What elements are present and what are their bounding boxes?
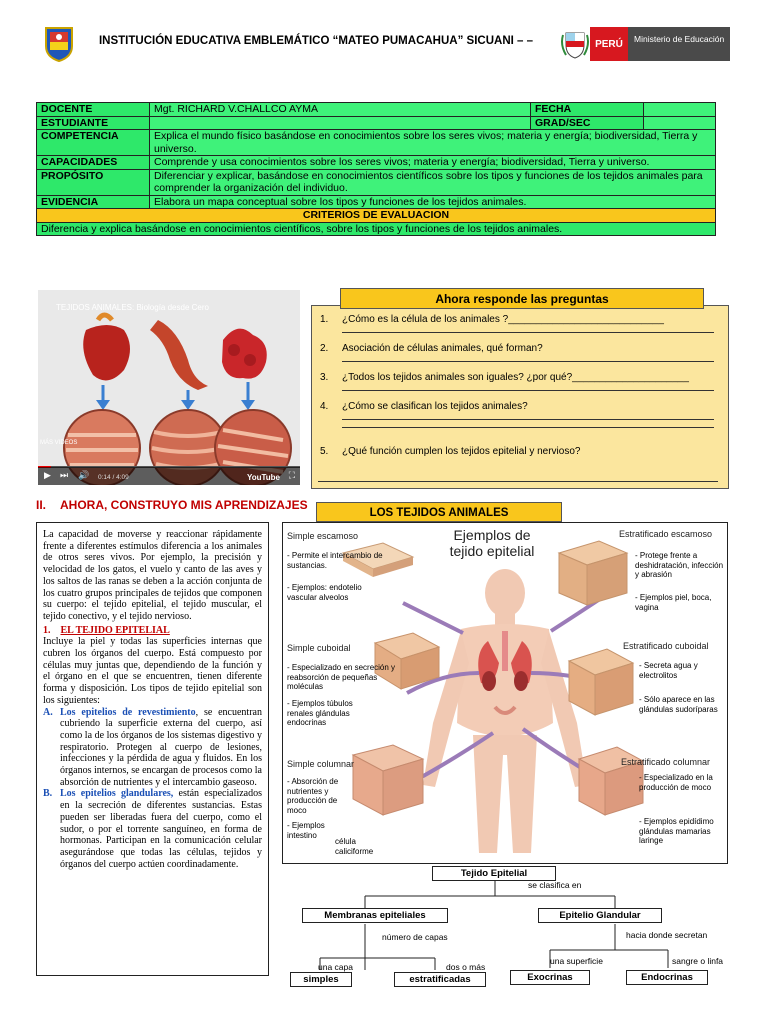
- simple-cuboidal-label: Simple cuboidal: [287, 643, 351, 653]
- answer-line[interactable]: [342, 383, 714, 391]
- answer-line[interactable]: [318, 481, 718, 482]
- node-simples: simples: [290, 972, 352, 987]
- proposito-label: PROPÓSITO: [37, 169, 150, 195]
- revestimiento-body: , se encuentran cubriendo la superficie externa del cuerpo, así como la de los órganos de los sistemas digestivo y respiratorio. Protegen al cuerpo de lesiones, infecciones y la pérdida de agua y fluidos. En los órganos internos, se encargan de procesos como la absorción de nutrientes y el intercambio gaseoso.: [60, 706, 262, 788]
- estratificado-cuboidal-label: Estratificado cuboidal: [623, 641, 709, 651]
- node-estratificadas: estratificadas: [394, 972, 486, 987]
- simple-escamoso-label: Simple escamoso: [287, 531, 359, 541]
- revestimiento-heading: Los epitelios de revestimiento: [60, 706, 196, 718]
- docente-label: DOCENTE: [37, 103, 150, 117]
- glandulares-heading: Los epitelios glandulares,: [60, 788, 174, 800]
- questions-box: [311, 305, 729, 489]
- docente-value: Mgt. RICHARD V.CHALLCO AYMA: [150, 103, 531, 117]
- peru-label: PERÚ: [590, 27, 628, 61]
- header-title: INSTITUCIÓN EDUCATIVA EMBLEMÁTICO “MATEO PUMACAHUA” SICUANI – –: [98, 35, 534, 47]
- proposito-value: Diferenciar y explicar, basándose en conocimientos científicos sobre los tipos y funciones de los tejidos animales para comprender la organización del individuo.: [150, 169, 716, 195]
- play-icon[interactable]: ▶: [44, 470, 51, 480]
- epitelial-paragraph: Incluye la piel y todas las superficies internas que cubren los órganos del cuerpo. Está compuesto por células muy juntas que, dependiendo de la función y el órgano en el que se encuentren, tienen diferente forma y disposición. Los tipos de tejido epitelial son los siguientes:: [43, 636, 262, 706]
- ministry-label: Ministerio de Educación: [628, 27, 730, 61]
- volume-icon[interactable]: 🔊: [78, 470, 90, 480]
- questions-banner: Ahora responde las preguntas: [340, 288, 704, 309]
- school-logo: [44, 26, 74, 62]
- video-time: 0:14 / 4:09: [98, 474, 129, 481]
- info-table: [36, 102, 716, 236]
- concept-map: Tejido Epitelial se clasifica en Membranas epiteliales Epitelio Glandular número de capas hacia donde secretan una capa dos o más una superficie sangre o linfa simples estratificadas Exocrinas Endocrinas: [290, 862, 746, 992]
- competencia-value: Explica el mundo físico basándose en conocimientos sobre los seres vivos; materia y energía; biodiversidad, Tierra y universo.: [150, 130, 716, 156]
- epithelial-figure: Ejemplos de tejido epitelial Simple escamoso - Permite el intercambio de sustancias. - Ejemplos: endotelio vascular alveolos Simple cuboidal - Especializado en secreción y reabsorción de pequeñas moléculas - Ejemplos túbulos renales glándulas endocrinas Simple columnar - Absorción de nutrientes y producción de moco - Ejemplos intestino célula caliciforme Estratificado escamoso - Protege frente a deshidratación, infección y abrasión - Ejemplos piel, boca, vagina Estratificado cuboidal - Secreta agua y electrolitos - Sólo aparece en las glándulas sudoríparas Estratificado columnar - Especializado en la producción de moco - Ejemplos epidídimo glándulas mamarias laringe: [282, 522, 728, 864]
- estratificado-columnar-label: Estratificado columnar: [621, 757, 711, 767]
- capacidades-value: Comprende y usa conocimientos sobre los seres vivos; materia y energía; biodiversidad, Tierra y universo.: [150, 156, 716, 170]
- answer-line[interactable]: [342, 325, 714, 333]
- glandulares-body: están especializados en la secreción de diferentes sustancias. Estas pueden ser liberadas fuera del cuerpo, como el sudor, o por el torrente sanguíneo, en forma de hormonas. Participan en la comunicación celular asegurándose que todas las células, tejidos y órganos del cuerpo actúen coordinadamente.: [60, 788, 262, 870]
- gradsec-label: GRAD/SEC: [531, 116, 644, 130]
- next-icon[interactable]: ⏭: [60, 470, 69, 480]
- evidencia-value: Elabora un mapa conceptual sobre los tipos y funciones de los tejidos animales.: [150, 195, 716, 209]
- question-text: ¿Todos los tejidos animales son iguales? ¿por qué?_____________________: [342, 372, 689, 383]
- estudiante-label: ESTUDIANTE: [37, 116, 150, 130]
- section-heading: II. AHORA, CONSTRUYO MIS APRENDIZAJES: [36, 498, 308, 512]
- question-item: 2. Asociación de células animales, qué forman?: [320, 343, 720, 372]
- answer-line[interactable]: [342, 420, 714, 428]
- answer-line[interactable]: [342, 412, 714, 420]
- peru-shield-icon: [560, 27, 590, 61]
- ministry-logo: [560, 27, 730, 61]
- answer-line[interactable]: [342, 354, 714, 362]
- node-membranas: Membranas epiteliales: [302, 908, 448, 923]
- estudiante-value[interactable]: [150, 116, 531, 130]
- question-item: 3. ¿Todos los tejidos animales son iguales? ¿por qué?_____________________: [320, 372, 720, 401]
- youtube-logo[interactable]: YouTube: [246, 473, 280, 482]
- text-column: La capacidad de moverse y reaccionar rápidamente frente a diferentes estímulos diferencia a los animales de otros seres vivos. Por ejemplo, la precisión y velocidad de los gatos, el vuelo y canto de las aves y los saltos de las ranas se deben a la acción conjunta de los cuatro grupos principales de tejidos que componen su cuerpo: el tejido epitelial, el tejido muscular, el tejido conectivo, y el tejido nervioso. 1. EL TEJIDO EPITELIAL Incluye la piel y todas las superficies internas que cubren los órganos del cuerpo. Está compuesto por células muy juntas que, dependiendo de la función y el órgano en el que se encuentren, tienen diferente forma y disposición. Los tipos de tejido epitelial son los siguientes: A. Los epitelios de revestimiento, se encuentran cubriendo la superficie externa del cuerpo, así como la de los órganos de los sistemas digestivo y respiratorio. Protegen al cuerpo de lesiones, infecciones y la pérdida de agua y fluidos. En los órganos internos, se encargan de procesos como la absorción de nutrientes y el intercambio gaseoso. B. Los epitelios glandulares, están especializados en la secreción de diferentes sustancias. Estas pueden ser liberadas fuera del cuerpo, como el sudor, o por el torrente sanguíneo, en forma de hormonas. Participan en la comunicación celular asegurándose que todas las células, tejidos y órganos del cuerpo actúen coordinadamente.: [36, 522, 269, 976]
- node-epitelio-glandular: Epitelio Glandular: [538, 908, 662, 923]
- fullscreen-icon[interactable]: ⛶: [288, 470, 295, 480]
- question-item: 5. ¿Qué función cumplen los tejidos epitelial y nervioso?: [320, 446, 720, 475]
- gradsec-value[interactable]: [644, 116, 716, 130]
- question-item: 4. ¿Cómo se clasifican los tejidos animales?: [320, 401, 720, 446]
- criterios-label: CRITERIOS DE EVALUACION: [37, 209, 716, 223]
- capacidades-label: CAPACIDADES: [37, 156, 150, 170]
- video-player[interactable]: [38, 290, 300, 485]
- question-text: ¿Cómo se clasifican los tejidos animales?: [342, 401, 528, 412]
- tejidos-banner: LOS TEJIDOS ANIMALES: [316, 502, 562, 522]
- estratificado-escamoso-label: Estratificado escamoso: [619, 529, 713, 539]
- epitelial-heading: EL TEJIDO EPITELIAL: [60, 624, 170, 636]
- evidencia-label: EVIDENCIA: [37, 195, 150, 209]
- fecha-label: FECHA: [531, 103, 644, 117]
- question-text: ¿Qué función cumplen los tejidos epitelial y nervioso?: [342, 446, 581, 457]
- competencia-label: COMPETENCIA: [37, 130, 150, 156]
- video-thumbnail: [38, 290, 300, 485]
- node-exocrinas: Exocrinas: [510, 970, 590, 985]
- criterios-value: Diferencia y explica basándose en conocimientos científicos, sobre los tipos y funciones de los tejidos animales.: [37, 222, 716, 236]
- figure-title: Ejemplos de tejido epitelial: [449, 527, 535, 559]
- node-endocrinas: Endocrinas: [626, 970, 708, 985]
- question-text: ¿Cómo es la célula de los animales ?____________________________: [342, 314, 664, 325]
- question-item: 1. ¿Cómo es la célula de los animales ?____________________________: [320, 314, 720, 343]
- intro-paragraph: La capacidad de moverse y reaccionar rápidamente frente a diferentes estímulos diferencia a los animales de otros seres vivos. Por ejemplo, la precisión y velocidad de los gatos, el vuelo y canto de las aves y los saltos de las ranas se deben a la acción conjunta de los cuatro grupos principales de tejidos que componen su cuerpo: el tejido epitelial, el tejido muscular, el tejido conectivo, y el tejido nervioso.: [43, 529, 262, 622]
- fecha-value[interactable]: [644, 103, 716, 117]
- node-tejido-epitelial: Tejido Epitelial: [432, 866, 556, 881]
- question-text: Asociación de células animales, qué forman?: [342, 343, 543, 354]
- video-title: TEJIDOS ANIMALES: Biología desde Cero: [56, 303, 209, 312]
- simple-columnar-label: Simple columnar: [287, 759, 355, 769]
- more-videos-label[interactable]: MÁS VIDEOS: [40, 440, 78, 446]
